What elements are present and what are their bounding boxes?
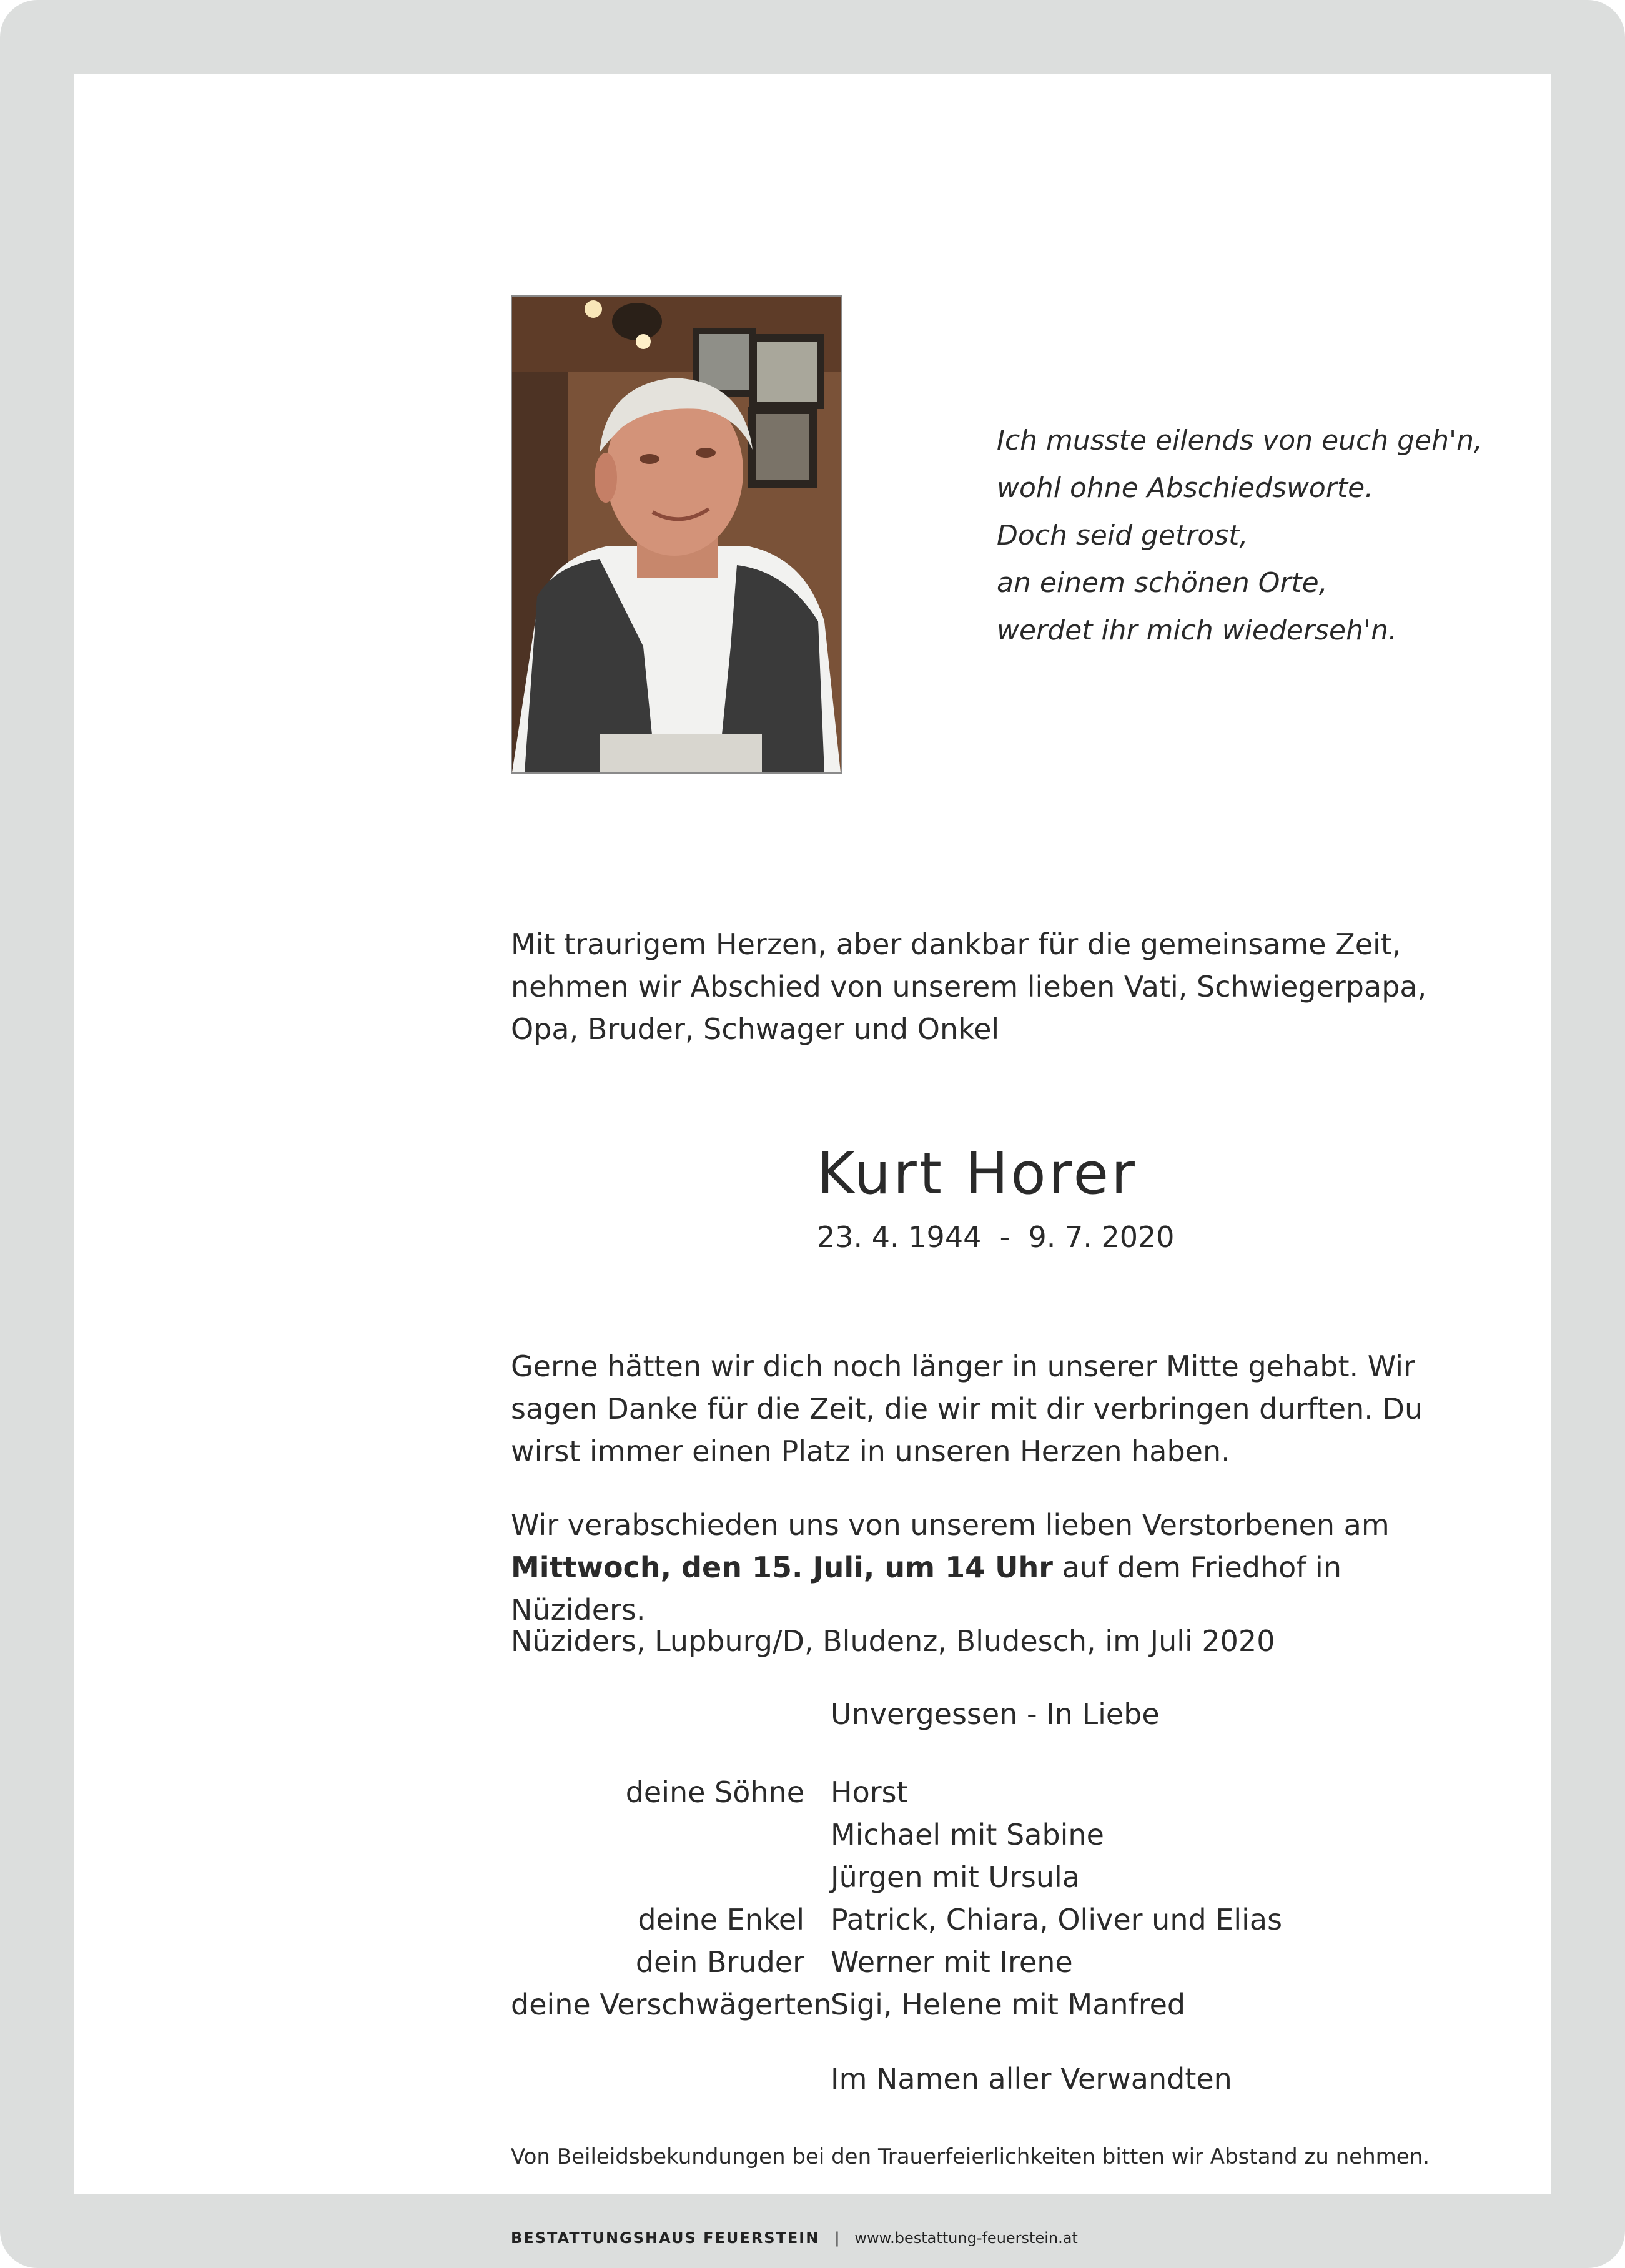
unvergessen-line: Unvergessen - In Liebe <box>831 1697 1160 1731</box>
family-row <box>511 1983 1448 2026</box>
poem-line: Ich musste eilends von euch geh'n, <box>997 425 1483 456</box>
family-row <box>511 1898 1448 1941</box>
family-relation: deine Söhne <box>625 1775 804 1809</box>
closing-line: Im Namen aller Verwandten <box>831 2062 1232 2096</box>
obituary-sheet <box>74 74 1551 2247</box>
funeral-info-text: Wir verabschieden uns von unserem lieben Verstorbenen am <box>511 1508 1390 1542</box>
funeral-date-time: Mittwoch, den 15. Juli, um 14 Uhr <box>511 1551 1053 1584</box>
family-row <box>511 1941 1448 1983</box>
farewell-paragraph: Gerne hätten wir dich noch länger in unserer Mitte gehabt. Wir sagen Danke für die Zeit, die wir mit dir verbringen durften. Du wirst immer einen Platz in unseren Herzen haben. <box>511 1349 1423 1468</box>
funeral-info <box>511 1504 1460 1631</box>
deceased-name: Kurt Horer <box>817 1140 1137 1207</box>
condolence-note: Von Beileidsbekundungen bei den Trauerfeierlichkeiten bitten wir Abstand zu nehmen. <box>511 2144 1430 2169</box>
funeral-location-text: auf dem Friedhof in Nüziders. <box>511 1551 1341 1627</box>
family-names: Werner mit Irene <box>831 1945 1073 1979</box>
family-relation: dein Bruder <box>635 1945 804 1979</box>
poem-line: an einem schönen Orte, <box>997 567 1328 599</box>
poem <box>997 417 1483 654</box>
footer-separator: | <box>834 2229 840 2247</box>
life-dates: 23. 4. 1944 - 9. 7. 2020 <box>817 1220 1175 1254</box>
family-row <box>511 1813 1448 1856</box>
family-names: Jürgen mit Ursula <box>831 1860 1080 1894</box>
family-row <box>511 1771 1448 1813</box>
place-and-date: Nüziders, Lupburg/D, Bludenz, Bludesch, im Juli 2020 <box>511 1624 1275 1658</box>
poem-line: Doch seid getrost, <box>997 520 1248 551</box>
poem-line: wohl ohne Abschiedsworte. <box>997 472 1374 504</box>
family-relation: deine Enkel <box>638 1903 804 1936</box>
family-names: Michael mit Sabine <box>831 1818 1104 1851</box>
family-names: Patrick, Chiara, Oliver und Elias <box>831 1903 1283 1936</box>
funeral-home-name: BESTATTUNGSHAUS FEUERSTEIN <box>511 2229 820 2247</box>
footer <box>511 2229 1078 2247</box>
intro-text: Mit traurigem Herzen, aber dankbar für die gemeinsame Zeit, nehmen wir Abschied von unserem lieben Vati, Schwiegerpapa, Opa, Bruder, Schwager und Onkel <box>511 927 1427 1046</box>
website-link[interactable]: www.bestattung-feuerstein.at <box>854 2229 1078 2247</box>
family-list <box>511 1771 1448 2026</box>
family-names: Horst <box>831 1775 908 1809</box>
family-row <box>511 1856 1448 1898</box>
portrait-photo <box>511 295 842 774</box>
family-names: Sigi, Helene mit Manfred <box>831 1988 1186 2021</box>
family-relation: deine Verschwägerten <box>511 1988 832 2021</box>
poem-line: werdet ihr mich wiederseh'n. <box>997 614 1397 646</box>
